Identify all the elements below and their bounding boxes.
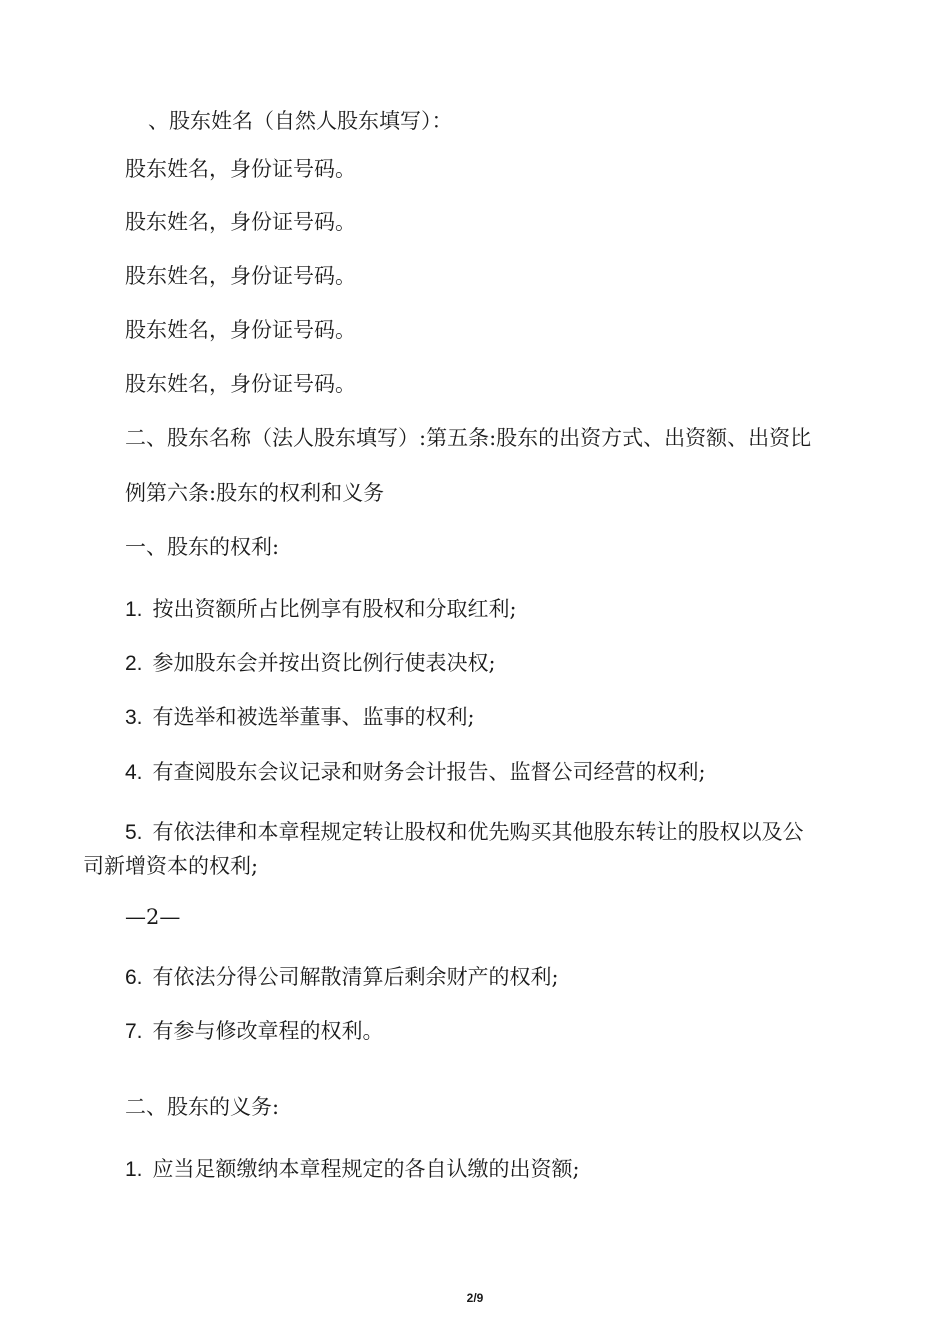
list-item	[125, 1155, 580, 1184]
shareholder-name-line: 股东姓名，身份证号码。	[125, 157, 356, 181]
legal-person-line-continued: 例第六条:股东的权利和义务	[125, 481, 385, 505]
list-item-text: 有选举和被选举董事、监事的权利;	[152, 705, 475, 729]
list-item-text: 有依法分得公司解散清算后剩余财产的权利;	[152, 965, 559, 989]
list-item-number: 4.	[125, 761, 143, 784]
list-item-number: 7.	[125, 1020, 143, 1043]
list-item-number: 3.	[125, 706, 143, 729]
rights-heading: 一、股东的权利:	[125, 535, 280, 559]
list-item	[125, 963, 559, 992]
list-item-text: 参加股东会并按出资比例行使表决权;	[152, 651, 496, 675]
list-item-number: 5.	[125, 821, 143, 844]
list-item	[125, 818, 804, 847]
legal-person-line: 二、股东名称（法人股东填写）:第五条:股东的出资方式、出资额、出资比	[125, 426, 812, 450]
list-item-number: 2.	[125, 652, 143, 675]
list-item-text: 有参与修改章程的权利。	[152, 1019, 384, 1043]
shareholder-name-heading: 、股东姓名（自然人股东填写）：	[148, 109, 453, 133]
page-number: 2/9	[466, 1291, 484, 1305]
obligations-heading: 二、股东的义务:	[125, 1095, 280, 1119]
list-item	[125, 649, 496, 678]
list-item-text: 按出资额所占比例享有股权和分取红利;	[152, 597, 517, 621]
list-item	[125, 758, 706, 787]
list-item-number: 6.	[125, 966, 143, 989]
list-item-text: 有依法律和本章程规定转让股权和优先购买其他股东转让的股权以及公	[152, 820, 804, 844]
shareholder-name-line: 股东姓名，身份证号码。	[125, 264, 356, 288]
list-item-continued: 司新增资本的权利;	[83, 854, 259, 878]
list-item-text: 有查阅股东会议记录和财务会计报告、监督公司经营的权利;	[152, 760, 706, 784]
list-item-number: 1.	[125, 598, 143, 621]
list-item	[125, 1017, 384, 1046]
list-item	[125, 595, 517, 624]
page-marker: —2—	[125, 905, 181, 929]
shareholder-name-line: 股东姓名，身份证号码。	[125, 372, 356, 396]
shareholder-name-line: 股东姓名，身份证号码。	[125, 318, 356, 342]
shareholder-name-line: 股东姓名，身份证号码。	[125, 210, 356, 234]
list-item-number: 1.	[125, 1158, 143, 1181]
list-item	[125, 703, 475, 732]
list-item-text: 应当足额缴纳本章程规定的各自认缴的出资额;	[152, 1157, 580, 1181]
